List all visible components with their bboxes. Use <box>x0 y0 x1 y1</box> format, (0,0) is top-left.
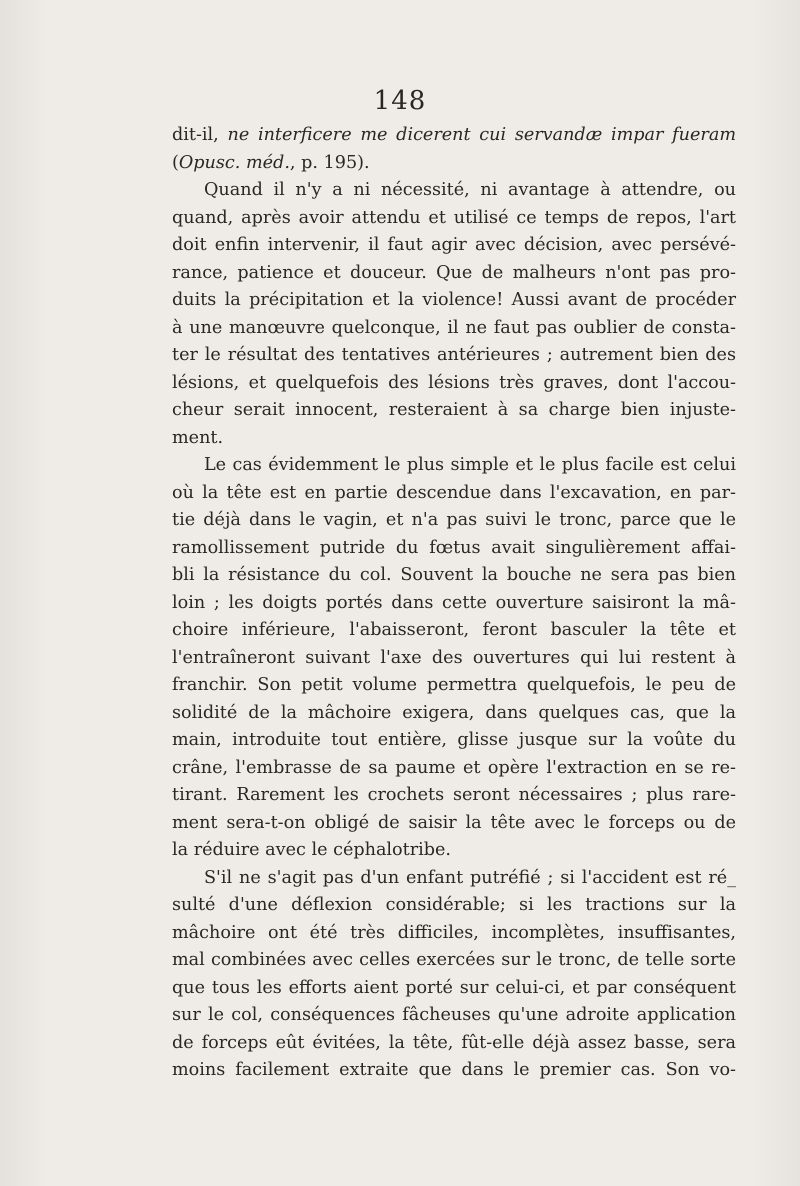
text-line: de forceps eût évitées, la tête, fût-elle déjà assez basse, sera <box>172 1032 736 1053</box>
text-line: solidité de la mâchoire exigera, dans quelques cas, que la <box>172 702 736 723</box>
text-fragment: ne interficere me dicerent cui servandæ impar fueram <box>227 125 736 145</box>
text-line: sur le col, conséquences fâcheuses qu'une adroite application <box>172 1005 736 1025</box>
text-line: cheur serait innocent, resteraient à sa charge bien injuste- <box>172 400 736 420</box>
text-line: sulté d'une déflexion considérable; si les tractions sur la <box>172 895 736 915</box>
text-line: lésions, et quelquefois des lésions très graves, dont l'accou- <box>172 372 736 393</box>
text-line: Le cas évidemment le plus simple et le plus facile est celui <box>204 455 736 475</box>
text-line: ment sera-t-on obligé de saisir la tête avec le forceps ou de <box>172 812 736 833</box>
text-line: loin ; les doigts portés dans cette ouverture saisiront la mâ- <box>172 592 736 613</box>
text-fragment: dit-il, <box>172 125 228 145</box>
text-line: doit enfin intervenir, il faut agir avec décision, avec persévé- <box>172 235 736 255</box>
text-line: où la tête est en partie descendue dans l'excavation, en par- <box>172 482 736 503</box>
text-line <box>172 122 736 150</box>
page-number: 148 <box>373 86 427 116</box>
text-line: ter le résultat des tentatives antérieures ; autrement bien des <box>172 345 736 365</box>
text-line: à une manœuvre quelconque, il ne faut pas oublier de consta- <box>172 317 736 338</box>
text-fragment: Opusc. méd. <box>178 152 290 173</box>
text-line: que tous les efforts aient porté sur celui-ci, et par conséquent <box>172 977 736 998</box>
text-line: l'entraîneront suivant l'axe des ouvertures qui lui restent à <box>172 647 736 668</box>
text-line: ment. <box>172 427 224 448</box>
text-line: mal combinées avec celles exercées sur le tronc, de telle sorte <box>172 950 736 970</box>
text-line: bli la résistance du col. Souvent la bouche ne sera pas bien <box>172 565 736 585</box>
text-line: choire inférieure, l'abaisseront, feront basculer la tête et <box>172 620 736 640</box>
text-line: mâchoire ont été très difficiles, incomplètes, insuffisantes, <box>172 922 736 943</box>
text-line: tirant. Rarement les crochets seront nécessaires ; plus rare- <box>172 785 736 805</box>
body-text <box>172 122 736 1085</box>
text-line: moins facilement extraite que dans le premier cas. Son vo- <box>172 1060 736 1080</box>
text-line: franchir. Son petit volume permettra quelquefois, le peu de <box>172 675 736 695</box>
text-fragment: , p. 195). <box>289 152 370 173</box>
text-line: tie déjà dans le vagin, et n'a pas suivi le tronc, parce que le <box>172 510 736 530</box>
text-line: main, introduite tout entière, glisse jusque sur la voûte du <box>172 730 736 750</box>
text-line: la réduire avec le céphalotribe. <box>172 840 452 860</box>
text-line: rance, patience et douceur. Que de malheurs n'ont pas pro- <box>172 262 736 283</box>
text-line <box>172 150 736 178</box>
text-fragment: ( <box>172 152 179 173</box>
text-line: duits la précipitation et la violence! Aussi avant de procéder <box>172 290 736 310</box>
text-line: ramollissement putride du fœtus avait singulièrement affai- <box>172 537 736 558</box>
text-line: crâne, l'embrasse de sa paume et opère l'extraction en se re- <box>172 757 736 778</box>
text-line: S'il ne s'agit pas d'un enfant putréfié ; si l'accident est ré_ <box>204 867 736 888</box>
text-line: Quand il n'y a ni nécessité, ni avantage à attendre, ou <box>204 180 736 200</box>
text-line: quand, après avoir attendu et utilisé ce temps de repos, l'art <box>172 207 736 228</box>
